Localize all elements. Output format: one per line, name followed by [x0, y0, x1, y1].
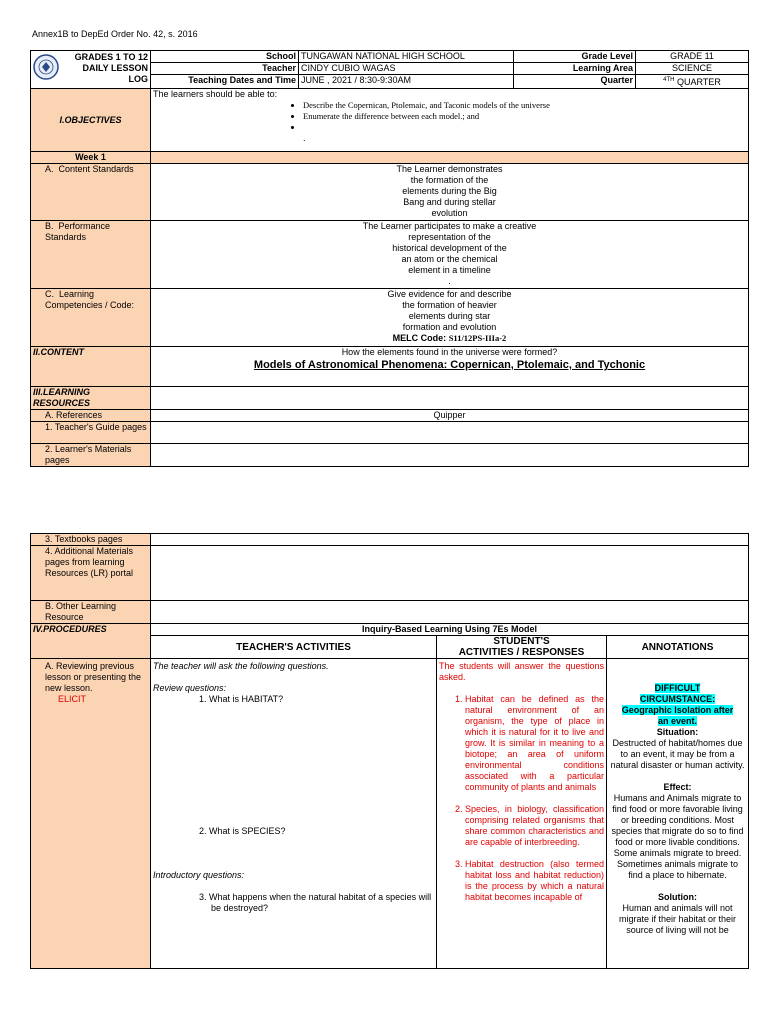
quarter-value	[636, 75, 749, 89]
deped-seal-icon	[33, 52, 59, 85]
learners-materials-value	[151, 444, 749, 467]
question-3: 3. What happens when the natural habitat of a species will be destroyed?	[199, 892, 432, 913]
teachers-guide-label: 1. Teacher's Guide pages	[31, 422, 151, 444]
learning-resources-fill	[151, 387, 749, 410]
content-label: II.CONTENT	[31, 347, 151, 387]
content-question: How the elements found in the universe were formed?	[341, 347, 558, 357]
teacher-activities	[151, 659, 437, 969]
effect-text: Humans and Animals migrate to find food or more favorable living or breeding conditions. Most species that migrate do so to find food or more livable conditions. Some animals migrate to breed. Sometimes animals migrate to find a place to hibernate.	[611, 793, 744, 880]
content-standards-label: A. Content Standards	[31, 164, 151, 221]
quarter-label: Quarter	[514, 75, 636, 89]
learning-area-value: SCIENCE	[636, 63, 749, 75]
competencies-text: Give evidence for and describe the formation of heavier elements during star formation and evolution MELC Code: S11/12PS-IIIa-2	[151, 289, 749, 347]
references-label: A. References	[31, 410, 151, 422]
quarter-text: QUARTER	[677, 77, 721, 87]
additional-materials-value	[151, 546, 749, 601]
quarter-sup: 4TH	[663, 77, 675, 83]
teacher-intro: The teacher will ask the following questions.	[153, 661, 329, 671]
school-label: School	[151, 51, 299, 63]
textbooks-label: 3. Textbooks pages	[31, 534, 151, 546]
review-label: Review questions:	[153, 683, 227, 693]
step-label: A. Reviewing previous lesson or presenting the new lesson.	[45, 661, 142, 693]
student-responses	[437, 659, 607, 969]
objective-item: • Enumerate the difference between each model.; and	[303, 111, 746, 122]
other-resource-label: B. Other Learning Resource	[31, 601, 151, 624]
performance-standards-label: B. Performance Standards	[31, 221, 151, 289]
col-annotations-header: ANNOTATIONS	[607, 636, 749, 659]
teacher-value: CINDY CUBIO WAGAS	[299, 63, 514, 75]
question-1: 1. What is HABITAT?	[199, 694, 284, 704]
teachers-guide-value	[151, 422, 749, 444]
annotation-heading-4: an event.	[658, 716, 698, 726]
annotations	[607, 659, 749, 969]
grades-label: GRADES 1 TO 12	[74, 52, 148, 62]
objectives-cell	[151, 89, 749, 152]
objective-item	[303, 122, 746, 133]
dll-title-cell	[31, 51, 151, 89]
annotation-heading-3: Geographic Isolation after	[621, 705, 734, 715]
learning-area-label: Learning Area	[514, 63, 636, 75]
annotation-heading-1: DIFFICULT	[654, 683, 701, 693]
situation-text: Destructed of habitat/homes due to an event, it may be from a natural disaster or human activity.	[610, 738, 745, 770]
grade-level-label: Grade Level	[514, 51, 636, 63]
learning-resources-label: III.LEARNING RESOURCES	[31, 387, 151, 410]
procedures-model: Inquiry-Based Learning Using 7Es Model	[151, 624, 749, 636]
annotation-heading-2: CIRCUMSTANCE:	[639, 694, 716, 704]
objectives-label: I.OBJECTIVES	[31, 89, 151, 152]
elicit-step	[31, 659, 151, 969]
effect-label: Effect:	[663, 782, 692, 792]
question-2: 2. What is SPECIES?	[199, 826, 286, 836]
dates-value: JUNE , 2021 / 8:30-9:30AM	[299, 75, 514, 89]
references-value: Quipper	[151, 410, 749, 422]
performance-standards-text: The Learner participates to make a creative representation of the historical development of the an atom or the chemical element in a timeline .	[151, 221, 749, 289]
solution-label: Solution:	[658, 892, 698, 902]
introductory-label: Introductory questions:	[153, 870, 245, 880]
situation-label: Situation:	[656, 727, 699, 737]
textbooks-value	[151, 534, 749, 546]
content-title: Models of Astronomical Phenomena: Copernican, Ptolemaic, and Tychonic	[253, 359, 646, 371]
solution-text: Human and animals will not migrate if their habitat or their source of living will not be	[618, 903, 737, 935]
col-teacher-header: TEACHER'S ACTIVITIES	[151, 636, 437, 659]
week-fill	[151, 152, 749, 164]
procedures-label: IV.PROCEDURES	[31, 624, 151, 659]
content-cell	[151, 347, 749, 387]
log-label: LOG	[128, 74, 148, 84]
grade-level-value: GRADE 11	[636, 51, 749, 63]
dll-label: DAILY LESSON	[82, 63, 148, 73]
objectives-intro: The learners should be able to:	[153, 89, 278, 99]
school-value: TUNGAWAN NATIONAL HIGH SCHOOL	[299, 51, 514, 63]
annex-label: Annex1B to DepEd Order No. 42, s. 2016	[32, 29, 198, 39]
content-standards-text: The Learner demonstrates the formation of the elements during the Big Bang and during stellar evolution	[151, 164, 749, 221]
dll-table-page2	[30, 533, 749, 969]
teacher-label: Teacher	[151, 63, 299, 75]
other-resource-value	[151, 601, 749, 624]
col-student-header: STUDENT'S ACTIVITIES / RESPONSES	[437, 636, 607, 659]
answer-1: 1. Habitat can be defined as the natural environment of an organism, the type of place in which it is natural for it to live and grow. It is similar in meaning to a biotope; an area of uniform environmental conditions associated with a particular community of plants and animals	[465, 694, 604, 793]
learners-materials-label: 2. Learner's Materials pages	[31, 444, 151, 467]
dll-table-page1	[30, 50, 749, 467]
objectives-dot: .	[303, 133, 306, 143]
dates-label: Teaching Dates and Time	[151, 75, 299, 89]
week-label: Week 1	[31, 152, 151, 164]
additional-materials-label: 4. Additional Materials pages from learning Resources (LR) portal	[31, 546, 151, 601]
competencies-label: C. Learning Competencies / Code:	[31, 289, 151, 347]
answer-3: 3. Habitat destruction (also termed habitat loss and habitat reduction) is the process by which a natural habitat becomes incapable of	[465, 859, 604, 903]
objective-item: • Describe the Copernican, Ptolemaic, and Taconic models of the universe	[303, 100, 746, 111]
elicit-tag: ELICIT	[58, 694, 87, 704]
student-intro: The students will answer the questions asked.	[439, 661, 604, 682]
answer-2: 2. Species, in biology, classification comprising related organisms that share common characteristics and are capable of interbreeding.	[465, 804, 604, 848]
